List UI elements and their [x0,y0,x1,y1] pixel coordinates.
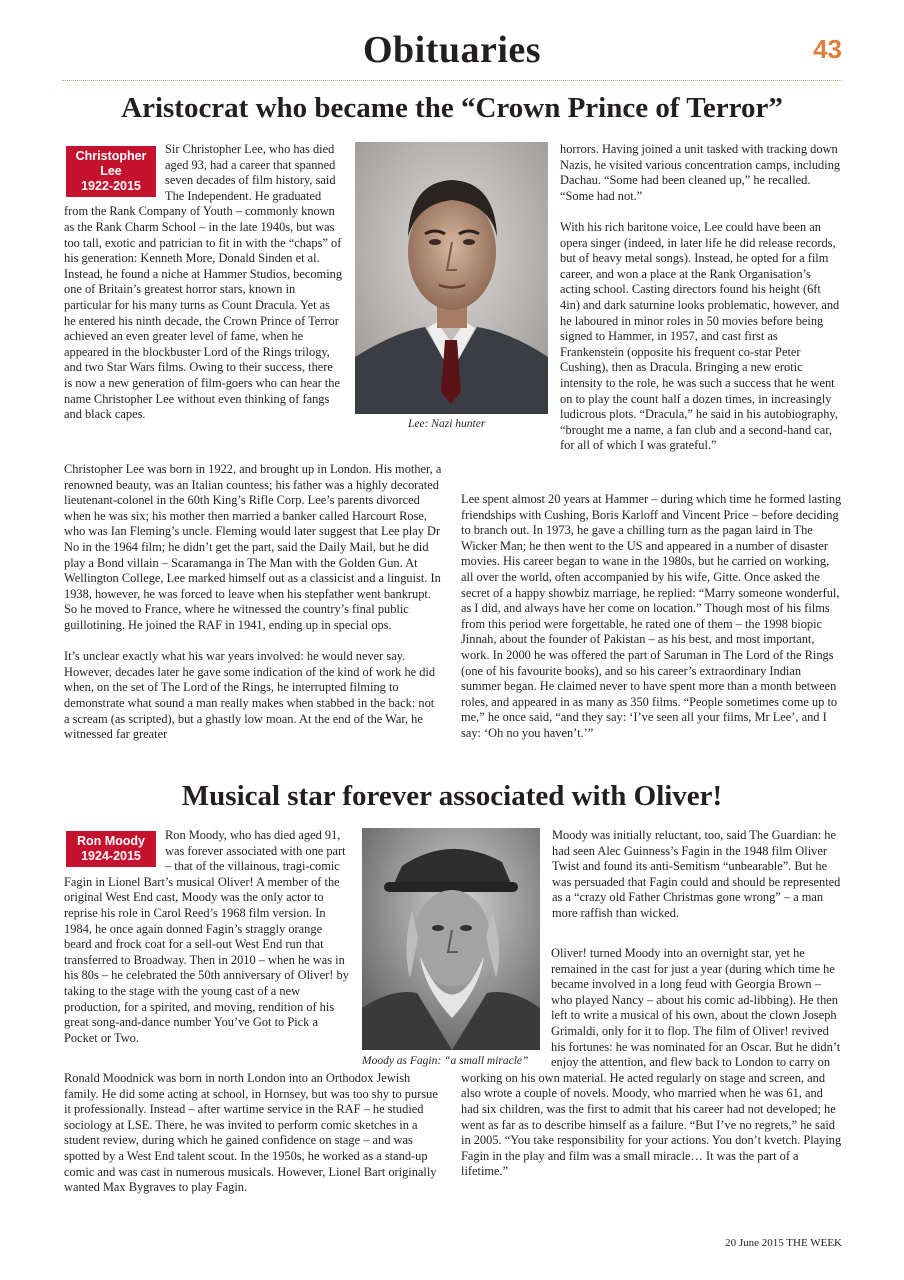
lee-tag-dates: 1922-2015 [81,179,141,193]
lee-tag-name: Christopher Lee [75,149,147,178]
lee-portrait-photo [355,142,548,414]
moody-column-2-bottom [461,946,843,1180]
moody-photo-caption: Moody as Fagin: “a small miracle” [362,1055,529,1067]
moody-paragraph-2: Moody was initially reluctant, too, said The Guardian: he had seen Alec Guinness’s Fagin in the 1948 film Oliver Twist and found its anti-Semitism “unbearable”. But he was persuaded that Fagin could and should be represented as a “crazy old Father Christmas gone wrong” – a man more raffish than wicked. [552,828,841,920]
moody-tag-dates: 1924-2015 [81,849,141,863]
lee-column-2-top [560,142,843,454]
tag-spacer [64,828,165,869]
lee-paragraph-1: Sir Christopher Lee, who has died aged 93, had a career that spanned seven decades of film history, said The Independent. He graduated from the Rank Company of Youth – commonly known as the Rank Charm School – in the late 1940s, but was too tall, exotic and patrician to fit in with the “chaps” of his generation: Kenneth More, Donald Sinden et al. Instead, he found a niche at Hammer Studios, becoming one of Britain’s greatest horror stars, known in particular for his many turns as Count Dracula. Yet as he entered his ninth decade, the Crown Prince of Terror achieved an even greater level of fame, when he appeared in the blockbuster Lord of the Rings trilogy, and two Star Wars films. Owing to their success, there is now a new generation of film-goers who can hear the name Christopher Lee without even thinking of fangs and black capes. [64,142,343,422]
tag-spacer [64,142,165,197]
caption-spacer [461,946,551,1070]
page-footer [725,1237,842,1249]
moody-paragraph-1: Ron Moody, who has died aged 91, was forever associated with one part – that of the villainous, tragi-comic Fagin in Lionel Bart’s musical Oliver! A member of the original West End cast, Moody was the only actor to reprise his role in Carol Reed’s 1968 film version. In 1984, he once again donned Fagin’s straggly orange beard and frock coat for a sell-out West End run that transferred to Broadway. Then in 2010 – when he was in his 80s – he celebrated the 50th anniversary of Oliver! by taking to the stage with the young cast of a new production, for a spirited, and moving, rendition of his great song-and-dance number You’ve Got to Pick a Pocket or Two. [64,828,349,1045]
moody-headline: Musical star forever associated with Oliver! [181,780,723,812]
footer-publication: THE WEEK [786,1237,842,1249]
section-title: Obituaries [362,29,542,71]
lee-paragraph-2: horrors. Having joined a unit tasked with tracking down Nazis, he visited various concentration camps, including Dachau. “Some had been cleaned up,” he recalled. “Some had not.” [560,142,841,203]
lee-paragraph-3: With his rich baritone voice, Lee could have been an opera singer (indeed, in later life he did release records, but of heavy metal songs). Instead, he opted for a film career, and won a place at the Rank Organisation’s acting school. Casting directors found his height (6ft 4in) and dark saturnine looks problematic, however, and he laboured in minor roles in 50 movies before being signed to Hammer, in 1957, and cast first as Frankenstein (opposite his frequent co-star Peter Cushing), then as Dracula. Bringing a new erotic intensity to the role, he was such a success that he went on to play the count half a dozen times, in increasingly ludicrous plots. “Dracula,” he said in his autobiography, “brought me a name, a fan club and a second-hand car, for all of which I was grateful.” [560,219,840,453]
lee-paragraph-6: Lee spent almost 20 years at Hammer – during which time he formed lasting friendships with Cushing, Boris Karloff and Vincent Price – before deciding to branch out. In 1973, he gave a chilling turn as the pagan laird in The Wicker Man; he then went to the US and appeared in a number of disaster movies. His career began to wane in the 1980s, but he carried on working, all over the world, often accompanied by his wife, Gitte. Once asked the secret of a happy showbiz marriage, he replied: “Marry someone wonderful, as I did, and always have her come on location.” Though most of his films from this period were forgettable, he rated one of them – the 1998 biopic Jinnah, about the founder of Pakistan – as his best, and most important, work. In 2000 he was offered the part of Saruman in The Lord of the Rings (one of his favourite books), and so his career’s extraordinary Indian summer began. He claimed never to have spent more than a month between roles, and appeared in as many as 350 films. “People sometimes come up to me,” he once said, “and they say: ‘I’ve seen all your films, Mr Lee’, and I say: ‘Oh no you haven’t.’” [461,492,842,740]
moody-column-2-top [552,828,843,922]
moody-column-1-bottom [64,1071,440,1196]
lee-headline: Aristocrat who became the “Crown Prince of Terror” [121,92,783,124]
moody-column-1 [64,828,350,1046]
lee-paragraph-5: It’s unclear exactly what his war years involved: he would never say. However, decades later he gave some indication of the kind of work he did when, on the set of The Lord of the Rings, he interrupted filming to demonstrate what sound a man really makes when stabbed in the back: not a scream (as scripted), but a ghastly low moan. At the end of the War, he witnessed far greater [64,649,436,742]
lee-photo-caption: Lee: Nazi hunter [408,418,486,430]
moody-paragraph-3: Ronald Moodnick was born in north London into an Orthodox Jewish family. He did some acting at school, in Hornsey, but was too shy to pursue it professionally. Instead – after wartime service in the RAF – he studied sociology at LSE. There, he was invited to perform comic sketches in a student review, during which he gained confidence on stage – and was spotted by a West End talent scout. In the 1950s, he worked as a stand-up comic and was cast in numerous musicals. However, Lionel Bart originally wanted Max Bygraves to play Fagin. [64,1071,438,1195]
lee-portrait-image [355,142,548,414]
moody-paragraph-4: Oliver! turned Moody into an overnight star, yet he remained in the cast for just a year (during which time he became involved in a long feud with Georgia Brown – who played Nancy – about his comic ad-libbing). He then left to write a musical of his own, about the clown Joseph Grimaldi, only for it to flop. The film of Oliver! revived his fortunes: he was nominated for an Oscar. But he didn’t enjoy the attention, and flew back to London to carry on working on his own material. He acted regularly on stage and screen, and also wrote a couple of novels. Moody, who married when he was 61, and had six children, was the first to admit that his career had not developed; he went as far as to describe himself as a failure. “But I’ve no regrets,” he said in 2005. “You take responsibility for your actions. You don’t kvetch. Playing Fagin in the play and film was a small miracle… It was the part of a lifetime.” [461,946,842,1179]
lee-paragraph-4: Christopher Lee was born in 1922, and brought up in London. His mother, a renowned beauty, was an Italian countess; his father was a highly decorated lieutenant-colonel in the 60th King’s Rifle Corp. Lee’s parents divorced when he was six; his mother then married a banker called Harcourt Rose, who was Ian Fleming’s uncle. Fleming would later suggest that Lee play Dr No in the 1964 film; he didn’t get the part, said the Daily Mail, but he did play a Bond villain – Scaramanga in The Man with the Golden Gun. At Wellington College, Lee marked himself out as a classicist and a linguist. In 1938, however, he was forced to leave when his stepfather went bankrupt. So he moved to France, where he witnessed the country’s final public guillotining. He joined the RAF in 1941, ending up in special ops. [64,462,442,632]
page-number: 43 [813,34,842,64]
lee-column-1 [64,142,343,423]
lee-column-1-bottom [64,462,442,743]
lee-column-2-bottom [461,492,843,742]
moody-tag-name: Ron Moody [76,834,146,848]
footer-date: 20 June 2015 [725,1237,784,1249]
header-divider [62,80,842,81]
